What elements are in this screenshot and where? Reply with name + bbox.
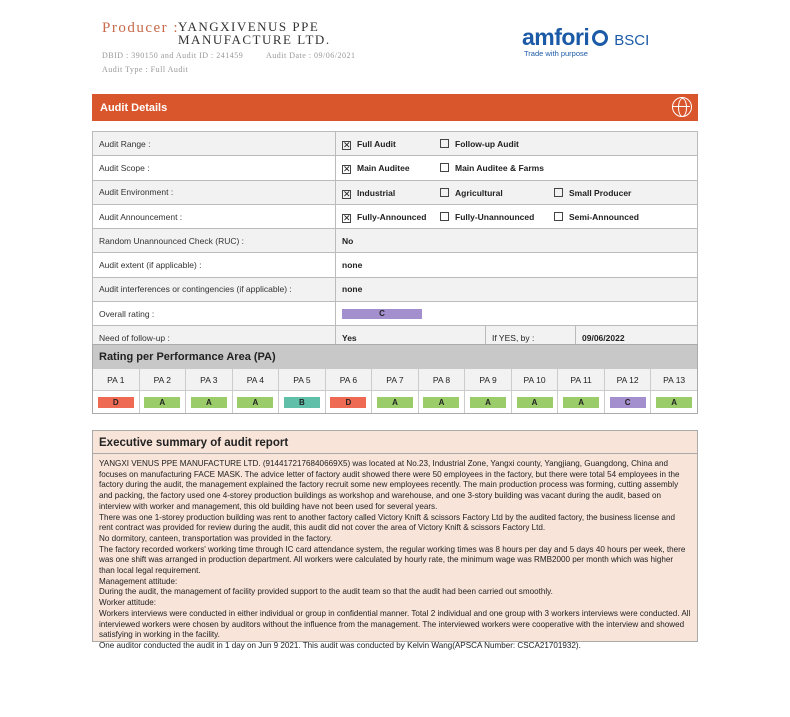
option-label: Agricultural <box>455 187 503 198</box>
checkbox-option[interactable] <box>440 163 544 173</box>
audit-extent-row <box>93 253 698 277</box>
detail-label: Audit Scope : <box>93 156 336 180</box>
pa-label: PA 4 <box>233 369 280 390</box>
option-label: Full Audit <box>357 139 396 149</box>
unchecked-box-icon[interactable] <box>554 188 563 197</box>
option-label: Follow-up Audit <box>455 139 519 149</box>
summary-paragraph: Management attitude: <box>99 576 178 586</box>
option-label: Main Auditee <box>357 163 410 174</box>
checkbox-option[interactable] <box>440 212 534 222</box>
detail-options <box>336 180 698 204</box>
pa-label: PA 2 <box>140 369 187 390</box>
option-label: Industrial <box>357 187 396 198</box>
audit-type: Audit Type : Full Audit <box>102 65 189 74</box>
option-label: Small Producer <box>569 187 632 198</box>
follow-up-label: Need of follow-up : <box>93 326 336 350</box>
option-label: Semi-Announced <box>569 211 639 222</box>
detail-options <box>336 132 698 156</box>
pa-label: PA 10 <box>512 369 559 390</box>
summary-body <box>93 454 697 657</box>
ruc-row <box>93 229 698 253</box>
performance-area-section <box>92 344 698 414</box>
executive-summary <box>92 430 698 650</box>
audit-details-title: Audit Details <box>100 102 168 114</box>
pa-grade-cell <box>326 391 373 413</box>
pa-grade-badge: C <box>610 397 646 408</box>
checked-box-icon[interactable]: ✕ <box>343 212 351 223</box>
pa-label: PA 6 <box>326 369 373 390</box>
pa-grade-badge: A <box>191 397 227 408</box>
overall-rating-badge: C <box>342 309 422 319</box>
summary-paragraph: One auditor conducted the audit in 1 day on Jun 9 2021. This audit was conducted by Kelvin Wang(APSCA Number: CSCA21701932). <box>99 640 581 650</box>
pa-grade-badge: A <box>517 397 553 408</box>
summary-paragraph: No dormitory, canteen, transportation was provided in the factory. <box>99 533 333 543</box>
detail-row <box>93 132 698 156</box>
pa-grade-cell <box>140 391 187 413</box>
overall-rating-cell <box>336 302 698 326</box>
pa-grade-badge: A <box>144 397 180 408</box>
checkbox-option[interactable] <box>440 139 519 149</box>
pa-label: PA 1 <box>93 369 140 390</box>
pa-label: PA 5 <box>279 369 326 390</box>
summary-paragraph: Worker attitude: <box>99 598 156 608</box>
checkbox-option[interactable] <box>342 188 395 199</box>
pa-grade-badge: B <box>284 397 320 408</box>
checkbox-option[interactable] <box>554 188 631 198</box>
pa-grade-badge: D <box>330 397 366 408</box>
detail-label: Audit Environment : <box>93 180 336 204</box>
performance-title: Rating per Performance Area (PA) <box>93 345 697 369</box>
pa-grade-badge: A <box>377 397 413 408</box>
audit-extent-label: Audit extent (if applicable) : <box>93 253 336 277</box>
checked-box-icon[interactable]: ✕ <box>343 188 351 199</box>
pa-label: PA 7 <box>372 369 419 390</box>
unchecked-box-icon[interactable] <box>440 212 449 221</box>
unchecked-box-icon[interactable] <box>440 139 449 148</box>
pa-grade-cell <box>279 391 326 413</box>
pa-grade-badge: A <box>656 397 692 408</box>
if-yes-label: If YES, by : <box>486 326 576 350</box>
pa-header-row <box>93 369 697 391</box>
pa-grade-cell <box>512 391 559 413</box>
pa-grade-row <box>93 391 697 413</box>
pa-grade-cell <box>372 391 419 413</box>
option-label: Fully-Unannounced <box>455 211 535 222</box>
pa-grade-cell <box>558 391 605 413</box>
summary-paragraph: The factory recorded workers' working time through IC card attendance system, the regular working times was 8 hours per day and 5 days 40 hours per week, there was one shift was arranged in production department. All workers were calculated by hourly rate, the minimum wage was RMB2000 per month which was higher than local legal requirement. <box>99 544 686 576</box>
checkbox-option[interactable] <box>342 163 410 174</box>
pa-label: PA 12 <box>605 369 652 390</box>
ruc-value: No <box>336 229 698 253</box>
producer-label: Producer : <box>102 20 180 36</box>
detail-options <box>336 204 698 228</box>
detail-label: Audit Announcement : <box>93 204 336 228</box>
detail-label: Audit Range : <box>93 132 336 156</box>
checkbox-option[interactable] <box>554 212 639 222</box>
pa-grade-badge: A <box>237 397 273 408</box>
pa-label: PA 9 <box>465 369 512 390</box>
pa-grade-cell <box>233 391 280 413</box>
pa-label: PA 11 <box>558 369 605 390</box>
globe-icon <box>672 97 692 117</box>
producer-name: YANGXIVENUS PPE MANUFACTURE LTD. <box>178 19 331 47</box>
pa-grade-cell <box>186 391 233 413</box>
producer <box>102 19 331 47</box>
pa-label: PA 8 <box>419 369 466 390</box>
option-label: Fully-Announced <box>357 211 427 222</box>
audit-extent-value: none <box>336 253 698 277</box>
summary-paragraph: There was one 1-storey production building was rent to another factory called Victory Knift & scissors Factory Ltd by the audited factory, the business license and rent contract was provided for review during the audit, this audit did not cover the area of Victory Knift & scissors Factory Ltd. <box>99 512 676 533</box>
detail-row <box>93 156 698 180</box>
amfori-bsci-logo <box>522 24 650 58</box>
logo-brand: amfori <box>522 24 590 50</box>
pa-grade-badge: D <box>98 397 134 408</box>
logo-ring-icon <box>592 30 608 46</box>
logo-tagline: Trade with purpose <box>524 49 588 58</box>
detail-row <box>93 204 698 228</box>
pa-grade-cell <box>419 391 466 413</box>
unchecked-box-icon[interactable] <box>440 163 449 172</box>
pa-label: PA 13 <box>663 375 686 385</box>
interferences-value: none <box>336 277 698 301</box>
interferences-row <box>93 277 698 301</box>
ruc-label: Random Unannounced Check (RUC) : <box>93 229 336 253</box>
checkbox-option[interactable] <box>342 212 426 223</box>
summary-paragraph: Workers interviews were conducted in either individual or group in confidential manner. Total 2 individual and one group with 3 workers interviews were conducted. All interviewed workers were chosen by auditors without the influence from the management. The interviewed workers were cooperative with the interview and showed satisfying in working in the facility. <box>99 608 691 640</box>
unchecked-box-icon[interactable] <box>554 212 563 221</box>
pa-grade-badge: A <box>470 397 506 408</box>
checkbox-option[interactable] <box>440 188 503 198</box>
audit-details-header <box>92 94 698 121</box>
logo-product: BSCI <box>614 32 650 49</box>
interferences-label: Audit interferences or contingencies (if applicable) : <box>93 277 336 301</box>
pa-grade-cell <box>605 391 652 413</box>
audit-details-table <box>92 131 698 351</box>
follow-up-value: Yes <box>336 326 486 350</box>
summary-title: Executive summary of audit report <box>93 431 697 454</box>
pa-grade-cell <box>93 391 140 413</box>
overall-rating-row <box>93 302 698 326</box>
pa-label: PA 3 <box>186 369 233 390</box>
detail-options <box>336 156 698 180</box>
option-label: Main Auditee & Farms <box>455 163 544 174</box>
unchecked-box-icon[interactable] <box>440 188 449 197</box>
checkbox-option[interactable] <box>342 139 396 150</box>
pa-grade-badge: A <box>563 397 599 408</box>
checked-box-icon[interactable]: ✕ <box>343 140 351 150</box>
audit-date: Audit Date : 09/06/2021 <box>266 51 356 60</box>
summary-paragraph: YANGXI VENUS PPE MANUFACTURE LTD. (91441721768406​69X5) was located at No.23, Industrial Zone, Yangxi county, Yangjiang, Guangdong, China and focuses on manufacturing FACE MASK. The advice letter of factory audit showed there were 50 employees in the factory, but there were total 54 employees in the factory during the audit, the management explained the factory recruit some new employees recently. The main production process was forming, cutting assembly and packing, the factory used one 4-storey production buildings as workshop and warehouse, and one 3-story building was vacant during the audit, based on interview with worker and management, this old building have not been used for several years. <box>99 459 680 511</box>
dbid-line: DBID : 390150 and Audit ID : 241459 <box>102 51 244 60</box>
follow-up-date: 09/06/2022 <box>576 326 698 350</box>
pa-grade-cell <box>465 391 512 413</box>
detail-row <box>93 180 698 204</box>
pa-grade-badge: A <box>423 397 459 408</box>
summary-paragraph: During the audit, the management of facility provided support to the audit team so that the audit had been carried out smoothly. <box>99 587 553 597</box>
pa-grade-cell <box>651 391 697 413</box>
overall-rating-label: Overall rating : <box>93 302 336 326</box>
checked-box-icon[interactable]: ✕ <box>343 164 351 175</box>
